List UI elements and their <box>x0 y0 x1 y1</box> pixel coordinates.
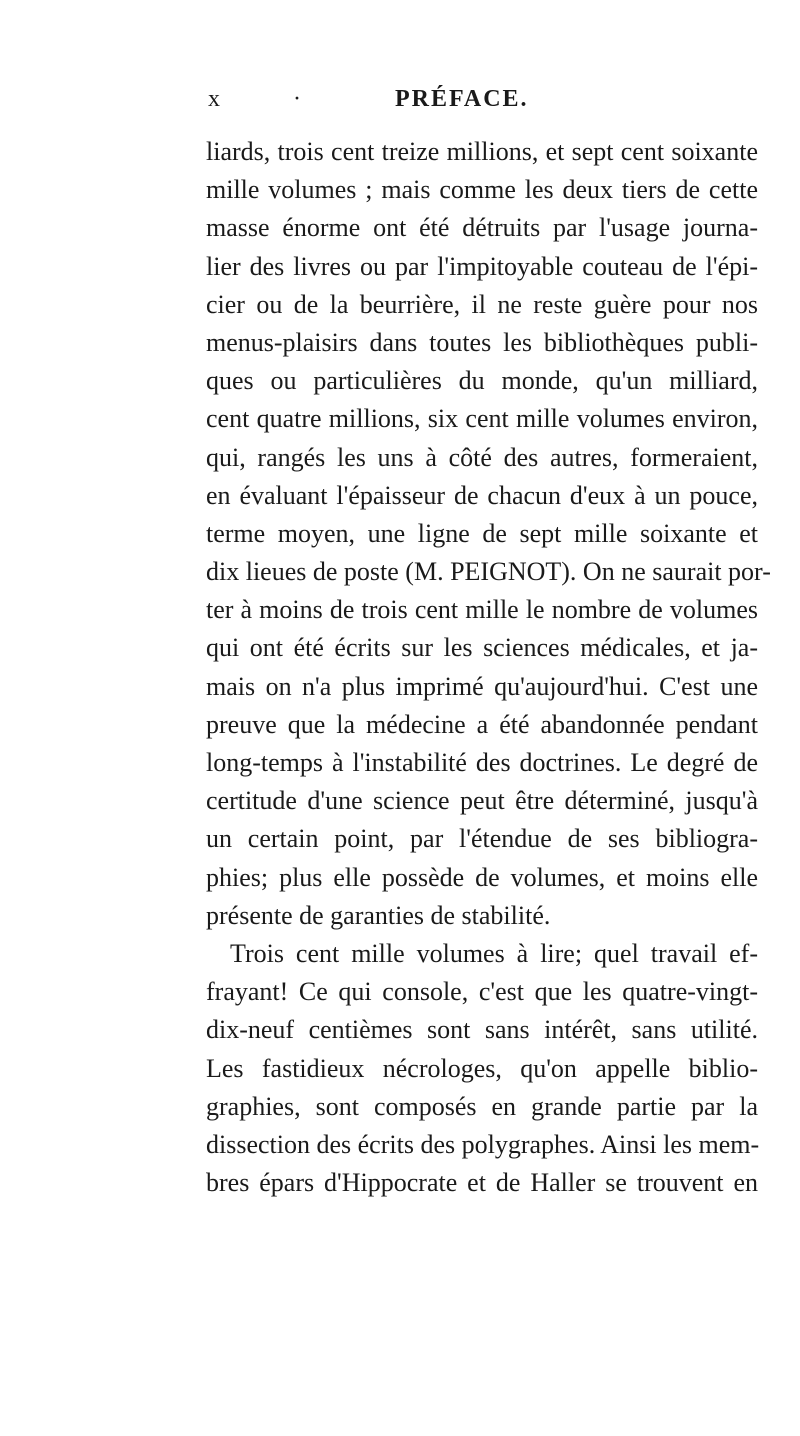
text-line: lier des livres ou par l'impitoyable couteau de l'épi- <box>206 251 758 281</box>
text-line: frayant! Ce qui console, c'est que les quatre-vingt- <box>206 977 758 1007</box>
text-line: cier ou de la beurrière, il ne reste guère pour nos <box>206 289 758 319</box>
text-line: ques ou particulières du monde, qu'un milliard, <box>206 366 758 396</box>
text-line: graphies, sont composés en grande partie par la <box>206 1091 758 1121</box>
text-line: phies; plus elle possède de volumes, et moins elle <box>206 862 758 892</box>
paragraph-last-line: présente de garanties de stabilité. <box>206 900 551 930</box>
text-line: dix lieues de poste (M. PEIGNOT). On ne saurait por- <box>206 557 771 587</box>
text-line: mille volumes ; mais comme les deux tiers de cette <box>206 175 758 205</box>
text-line: preuve que la médecine a été abandonnée pendant <box>206 709 758 739</box>
paragraph-first-line: Trois cent mille volumes à lire; quel travail ef- <box>230 938 758 968</box>
text-line: long-temps à l'instabilité des doctrines. Le degré de <box>206 748 758 777</box>
body-text <box>206 133 771 1202</box>
text-line: bres épars d'Hippocrate et de Haller se trouvent en <box>206 1168 758 1198</box>
running-head-title: PRÉFACE. <box>395 86 529 112</box>
text-line: dissection des écrits des polygraphes. Ainsi les mem- <box>206 1129 760 1159</box>
text-line: liards, trois cent treize millions, et sept cent soixante <box>206 137 758 166</box>
text-line: certitude d'une science peut être déterminé, jusqu'à <box>206 786 758 816</box>
text-line: en évaluant l'épaisseur de chacun d'eux à un pouce, <box>206 480 758 510</box>
text-line: qui ont été écrits sur les sciences médicales, et ja- <box>206 633 758 663</box>
running-head-separator: · <box>293 86 301 112</box>
text-line: Les fastidieux nécrologes, qu'on appelle biblio- <box>206 1053 758 1083</box>
text-line: masse énorme ont été détruits par l'usage journa- <box>206 213 758 243</box>
text-line: qui, rangés les uns à côté des autres, formeraient, <box>206 442 758 472</box>
text-line: menus-plaisirs dans toutes les bibliothèques publi- <box>206 327 758 357</box>
text-line: dix-neuf centièmes sont sans intérêt, sans utilité. <box>206 1015 758 1045</box>
text-line: cent quatre millions, six cent mille volumes environ, <box>206 404 758 434</box>
text-line: terme moyen, une ligne de sept mille soixante et <box>206 518 758 548</box>
running-head <box>208 86 728 116</box>
page-number: x <box>208 86 221 112</box>
text-line: mais on n'a plus imprimé qu'aujourd'hui. C'est une <box>206 671 758 701</box>
text-line: un certain point, par l'étendue de ses bibliogra- <box>206 824 758 854</box>
text-line: ter à moins de trois cent mille le nombre de volumes <box>206 595 758 625</box>
